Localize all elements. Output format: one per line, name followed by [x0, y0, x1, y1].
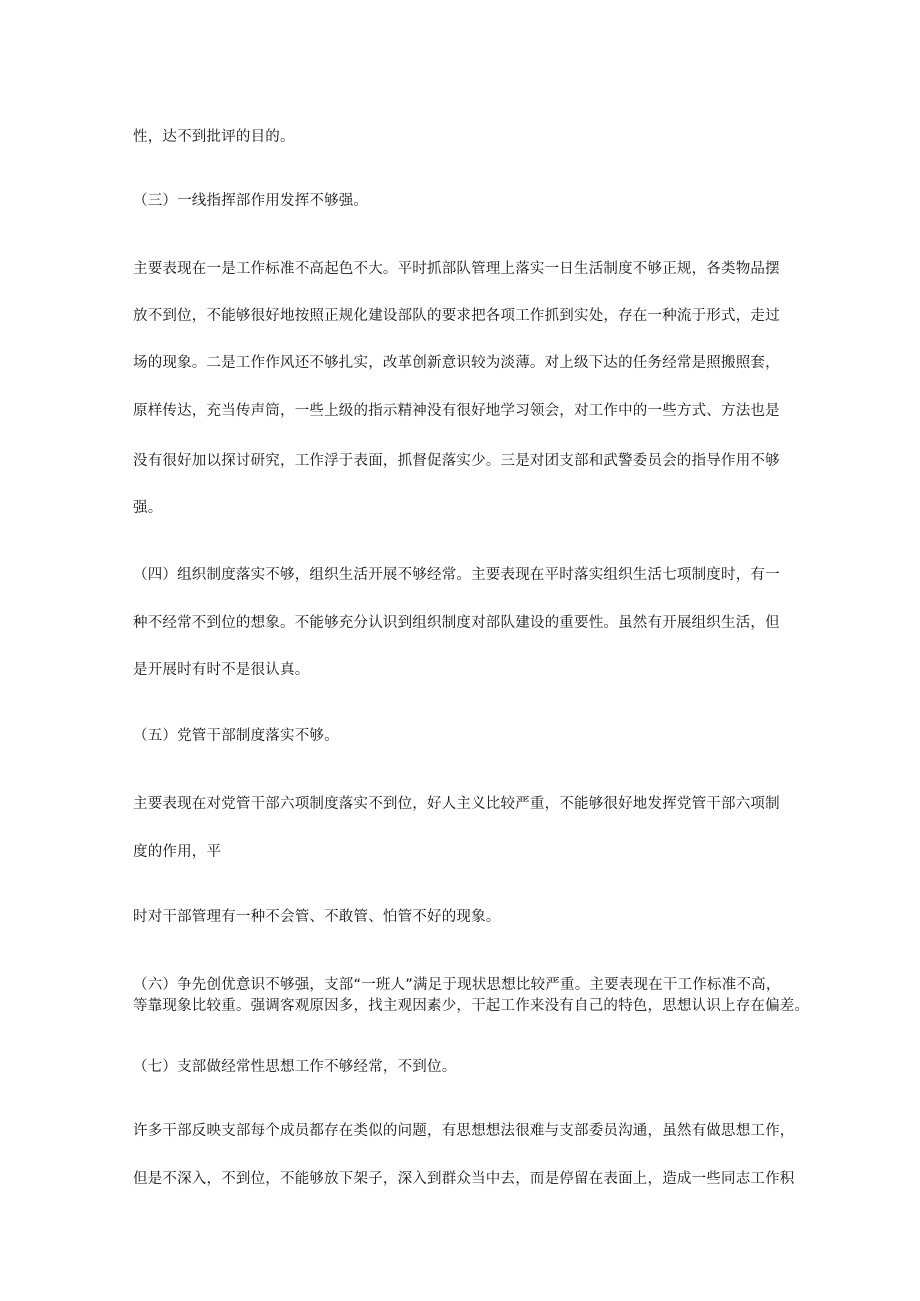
section-heading-3: （三）一线指挥部作用发挥不够强。: [133, 193, 369, 209]
text-line: 等靠现象比较重。强调客观原因多，找主观因素少，干起工作来没有自己的特色，思想认识上存在偏差。: [133, 998, 810, 1014]
text-line: 但是不深入，不到位，不能够放下架子，深入到群众当中去，而是停留在表面上，造成一些同志工作积: [133, 1171, 795, 1187]
section-heading-7: （七）支部做经常性思想工作不够经常，不到位。: [133, 1059, 457, 1075]
text-line: 许多干部反映支部每个成员都存在类似的问题，有思想想法很难与支部委员沟通，虽然有做思想工作，: [133, 1123, 795, 1139]
text-line: 放不到位，不能够很好地按照正规化建设部队的要求把各项工作抓到实处，存在一种流于形式，走过: [133, 308, 780, 324]
text-line: 主要表现在对党管干部六项制度落实不到位，好人主义比较严重，不能够很好地发挥党管干部六项制: [133, 796, 780, 812]
text-line: 主要表现在一是工作标准不高起色不大。平时抓部队管理上落实一日生活制度不够正规，各类物品摆: [133, 261, 780, 277]
section-heading-6: （六）争先创优意识不够强，支部“一班人”满足于现状思想比较严重。主要表现在干工作标准不高，: [133, 977, 781, 993]
text-line: 场的现象。二是工作作风还不够扎实，改革创新意识较为淡薄。对上级下达的任务经常是照搬照套，: [133, 355, 780, 371]
section-heading-4: （四）组织制度落实不够，组织生活开展不够经常。主要表现在平时落实组织生活七项制度时，有一: [133, 567, 780, 583]
text-line: 度的作用，平: [133, 844, 222, 860]
text-line: 没有很好加以探讨研究，工作浮于表面，抓督促落实少。三是对团支部和武警委员会的指导作用不够: [133, 453, 780, 469]
text-line: 种不经常不到位的想象。不能够充分认识到组织制度对部队建设的重要性。虽然有开展组织生活，但: [133, 615, 780, 631]
text-line: 是开展时有时不是很认真。: [133, 662, 310, 678]
section-heading-5: （五）党管干部制度落实不够。: [133, 728, 339, 744]
text-line: 强。: [133, 500, 163, 516]
text-line: 性，达不到批评的目的。: [133, 129, 295, 145]
text-line: 原样传达，充当传声筒，一些上级的指示精神没有很好地学习领会，对工作中的一些方式、方法也是: [133, 403, 780, 419]
text-line: 时对干部管理有一种不会管、不敢管、怕管不好的现象。: [133, 909, 501, 925]
